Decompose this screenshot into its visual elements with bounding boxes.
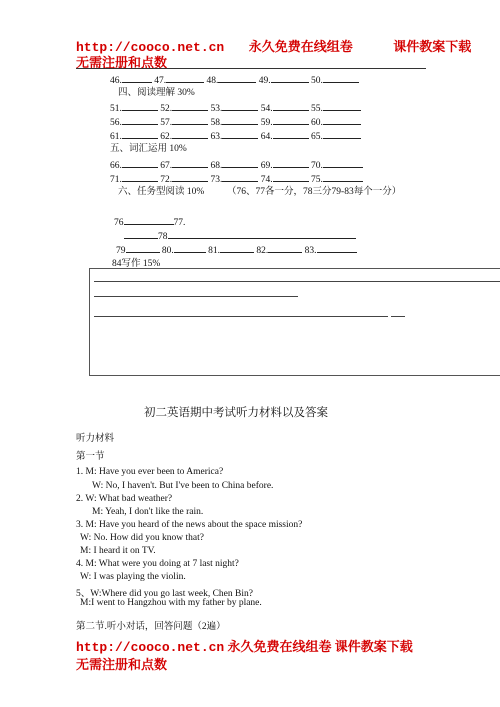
writing-box[interactable] (89, 268, 500, 376)
part-1-heading: 第一节 (76, 452, 105, 462)
label-57: 57. (160, 118, 173, 128)
dialogue-line: 3. M: Have you heard of the news about the space mission? (76, 520, 303, 530)
section-4-heading: 四、阅读理解 30% (118, 88, 195, 98)
dialogue-line: 2. W: What bad weather? (76, 494, 173, 504)
listening-heading: 听力材料 (76, 434, 115, 444)
part-2-heading: 第二节.听小对话，回答问题（2遍） (76, 622, 226, 632)
dialogue-line: M:I went to Hangzhou with my father by plane. (80, 598, 262, 608)
writing-line-3-tail (391, 316, 405, 317)
answer-row-61-65 (110, 129, 361, 143)
label-80: 80. (161, 246, 174, 256)
dialogue-line: W: I was playing the violin. (80, 572, 186, 582)
bottom-banner-url[interactable]: http://cooco.net.cn (76, 640, 225, 655)
label-78: 78 (158, 232, 168, 242)
label-49: 49. (258, 76, 271, 86)
dialogue-line: W: No. How did you know that? (80, 533, 204, 543)
label-59: 59. (260, 118, 273, 128)
label-68: 68. (210, 161, 223, 171)
section-6-note: （76、77各一分，78三分79-83每个一分） (227, 187, 402, 197)
dialogue-line: 4. M: What were you doing at 7 last night? (76, 559, 239, 569)
label-62: 62. (160, 132, 173, 142)
banner-rule (76, 68, 426, 69)
label-54: 54. (260, 104, 273, 114)
section-5-heading: 五、词汇运用 10% (110, 144, 187, 154)
banner-slogan: 永久免费在线组卷 (248, 39, 353, 54)
section-7-heading: 84写作 15% (112, 259, 161, 269)
banner-subline: 无需注册和点数 (76, 55, 168, 70)
label-83: 83. (304, 246, 317, 256)
label-76: 76 (114, 218, 124, 228)
writing-line-3 (94, 316, 388, 317)
answer-row-51-55 (110, 101, 361, 115)
label-81: 81. (208, 246, 220, 256)
writing-line-2 (94, 296, 298, 297)
label-51: 51. (110, 104, 122, 114)
listening-title: 初二英语期中考试听力材料以及答案 (144, 407, 328, 419)
label-70: 70. (311, 161, 323, 171)
bottom-banner-subline: 无需注册和点数 (76, 657, 168, 672)
label-66: 66. (110, 161, 122, 171)
answer-row-79-83 (116, 243, 357, 257)
answer-row-78 (124, 229, 356, 243)
label-47: 47. (154, 76, 167, 86)
label-48: 48. (206, 76, 219, 86)
label-58: 58. (210, 118, 223, 128)
label-46: 46. (110, 76, 122, 86)
label-67: 67. (160, 161, 173, 171)
answer-row-71-75 (110, 172, 363, 186)
label-73: 73. (210, 175, 223, 185)
label-61: 61. (110, 132, 122, 142)
answer-row-46-50 (110, 73, 359, 87)
label-75: 75. (311, 175, 323, 185)
writing-line-1 (94, 281, 500, 282)
answer-row-66-70 (110, 158, 363, 172)
dialogue-line: M: Yeah, I don't like the rain. (92, 507, 204, 517)
section-6-heading (118, 186, 401, 198)
label-65: 65. (311, 132, 323, 142)
label-55: 55. (311, 104, 323, 114)
label-71: 71. (110, 175, 122, 185)
answer-row-56-60 (110, 115, 361, 129)
label-56: 56. (110, 118, 122, 128)
dialogue-line: M: I heard it on TV. (80, 546, 156, 556)
dialogue-line: 1. M: Have you ever been to America? (76, 467, 224, 477)
label-77: 77. (173, 218, 186, 228)
dialogue-line: W: No, I haven't. But I've been to China before. (92, 481, 274, 491)
label-69: 69. (260, 161, 273, 171)
label-60: 60. (311, 118, 323, 128)
label-72: 72. (160, 175, 173, 185)
label-50: 50. (311, 76, 323, 86)
dialogue-line: 5、W:Where did you go last week, Chen Bin? (76, 589, 253, 599)
bottom-banner-slogan: 永久免费在线组卷 课件教案下载 (227, 639, 413, 654)
section-6-title: 六、任务型阅读 10% (118, 187, 205, 197)
label-53: 53. (210, 104, 223, 114)
label-79: 79 (116, 246, 126, 256)
banner-slogan-2: 课件教案下载 (393, 39, 472, 54)
banner-url[interactable]: http://cooco.net.cn (76, 40, 225, 55)
label-52: 52. (160, 104, 173, 114)
label-64: 64. (260, 132, 273, 142)
answer-row-76-77 (114, 215, 185, 229)
bottom-banner (76, 636, 413, 655)
label-82: 82. (256, 246, 269, 256)
label-74: 74. (260, 175, 273, 185)
label-63: 63. (210, 132, 223, 142)
